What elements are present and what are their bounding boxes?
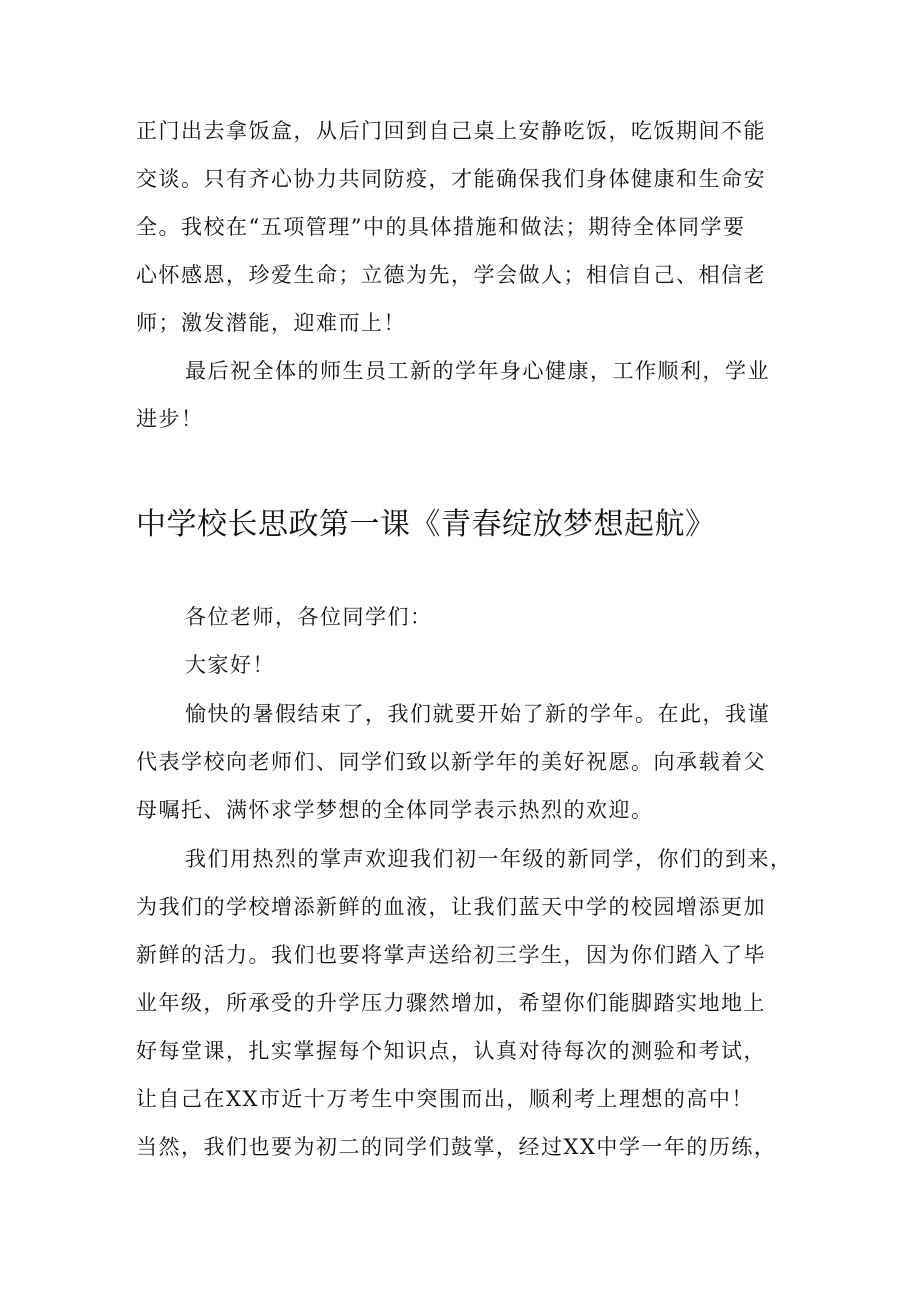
closing-line: 进步！ [136,407,204,431]
paragraph-line: 师；激发潜能，迎难而上！ [136,311,406,335]
paragraph-line: 为我们的学校增添新鲜的血液，让我们蓝天中学的校园增添更加 [136,895,766,919]
paragraph-line: 母嘱托、满怀求学梦想的全体同学表示热烈的欢迎。 [136,798,654,822]
paragraph-line: 我们用热烈的掌声欢迎我们初一年级的新同学，你们的到来， [185,847,793,871]
paragraph-line: 代表学校向老师们、同学们致以新学年的美好祝愿。向承载着父 [136,750,766,774]
paragraph-line: 全。我校在“五项管理”中的具体措施和做法；期待全体同学要 [136,215,746,239]
paragraph-line: 业年级，所承受的升学压力骤然增加，希望你们能脚踏实地地上 [136,991,766,1015]
paragraph-line: 心怀感恩，珍爱生命；立德为先，学会做人；相信自己、相信老 [136,263,766,287]
greeting: 大家好！ [185,653,275,677]
paragraph-line: 让自己在XX市近十万考生中突围而出，顺利考上理想的高中！ [136,1087,754,1111]
paragraph-line: 愉快的暑假结束了，我们就要开始了新的学年。在此，我谨 [185,702,770,726]
paragraph-line: 当然，我们也要为初二的同学们鼓掌，经过XX中学一年的历练， [136,1135,777,1159]
paragraph-line: 正门出去拿饭盒，从后门回到自己桌上安静吃饭，吃饭期间不能 [136,119,766,143]
paragraph-line: 好每堂课，扎实掌握每个知识点，认真对待每次的测验和考试， [136,1039,766,1063]
closing-line: 最后祝全体的师生员工新的学年身心健康，工作顺利，学业 [185,359,770,383]
salutation: 各位老师，各位同学们： [185,605,433,629]
paragraph-line: 新鲜的活力。我们也要将掌声送给初三学生，因为你们踏入了毕 [136,943,766,967]
paragraph-line: 交谈。只有齐心协力共同防疫，才能确保我们身体健康和生命安 [136,167,766,191]
section-title: 中学校长思政第一课《青春绽放梦想起航》 [136,507,716,542]
